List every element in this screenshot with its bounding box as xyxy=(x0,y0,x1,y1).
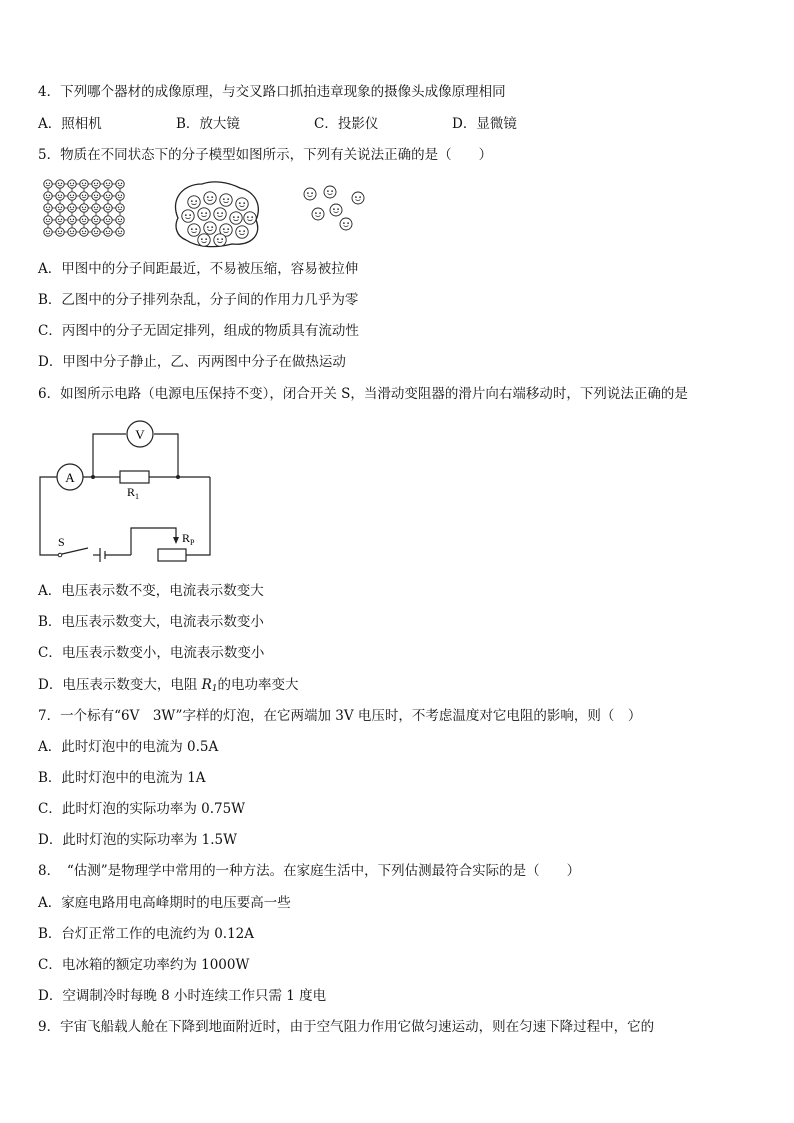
q5-option-b: B．乙图中的分子排列杂乱，分子间的作用力几乎为零 xyxy=(38,292,359,308)
q6-option-c: C．电压表示数变小，电流表示数变小 xyxy=(38,645,265,661)
q4-option-d: D．显微镜 xyxy=(452,116,517,132)
q6-option-b: B．电压表示数变大，电流表示数变小 xyxy=(38,614,264,630)
q8-option-b: B．台灯正常工作的电流约为 0.12A xyxy=(38,926,255,942)
circuit-diagram xyxy=(36,420,216,565)
molecule-gas-figure xyxy=(300,184,372,234)
ammeter-label: A xyxy=(65,470,75,485)
q6-option-d-text: D．电压表示数变大，电阻 xyxy=(38,677,198,693)
molecule-solid-figure xyxy=(44,180,128,240)
q4-option-b: B．放大镜 xyxy=(176,116,240,132)
q9-stem: 9．宇宙飞船载人舱在下降到地面附近时，由于空气阻力作用它做匀速运动，则在匀速下降过程中，它的 xyxy=(38,1019,655,1035)
molecule-liquid-figure xyxy=(168,178,264,250)
q5-option-d: D．甲图中分子静止，乙、丙两图中分子在做热运动 xyxy=(38,354,346,370)
voltmeter-label: V xyxy=(135,427,145,442)
q6-option-a: A．电压表示数不变，电流表示数变大 xyxy=(38,583,264,599)
q7-option-d: D．此时灯泡的实际功率为 1.5W xyxy=(38,832,237,848)
q4-option-c: C．投影仪 xyxy=(314,116,379,132)
q5-option-c: C．丙图中的分子无固定排列，组成的物质具有流动性 xyxy=(38,323,359,339)
q7-option-a: A．此时灯泡中的电流为 0.5A xyxy=(38,739,219,755)
q8-stem: 8． “估测”是物理学中常用的一种方法。在家庭生活中，下列估测最符合实际的是（ ） xyxy=(38,863,581,879)
q6-option-d-tail: 的电功率变大 xyxy=(217,677,299,693)
q7-stem: 7．一个标有“6V 3W”字样的灯泡，在它两端加 3V 电压时，不考虑温度对它电阻的影响，则（ ） xyxy=(38,708,642,724)
q4-stem: 4．下列哪个器材的成像原理，与交叉路口抓拍违章现象的摄像头成像原理相同 xyxy=(38,84,506,100)
q8-option-d: D．空调制冷时每晚 8 小时连续工作只需 1 度电 xyxy=(38,988,327,1004)
rp-label: $R_P$ xyxy=(182,531,195,547)
switch-label: S xyxy=(58,535,65,549)
q7-option-c: C．此时灯泡的实际功率为 0.75W xyxy=(38,801,246,817)
q8-option-c: C．电冰箱的额定功率约为 1000W xyxy=(38,957,250,973)
q6-stem: 6．如图所示电路（电源电压保持不变），闭合开关 S，当滑动变阻器的滑片向右端移动时，下列说法正确的是 xyxy=(38,386,688,402)
q7-option-b: B．此时灯泡中的电流为 1A xyxy=(38,770,206,786)
q8-option-a: A．家庭电路用电高峰期时的电压要高一些 xyxy=(38,895,291,911)
q5-stem: 5．物质在不同状态下的分子模型如图所示，下列有关说法正确的是（ ） xyxy=(38,147,493,163)
q5-option-a: A．甲图中的分子间距最近，不易被压缩，容易被拉伸 xyxy=(38,261,359,277)
q6-option-d xyxy=(38,676,299,698)
q6-option-d-var: R xyxy=(201,677,212,693)
q4-option-a: A．照相机 xyxy=(38,116,102,132)
q6-option-d-sub: 1 xyxy=(211,684,218,694)
r1-label: $R_1$ xyxy=(127,485,140,501)
